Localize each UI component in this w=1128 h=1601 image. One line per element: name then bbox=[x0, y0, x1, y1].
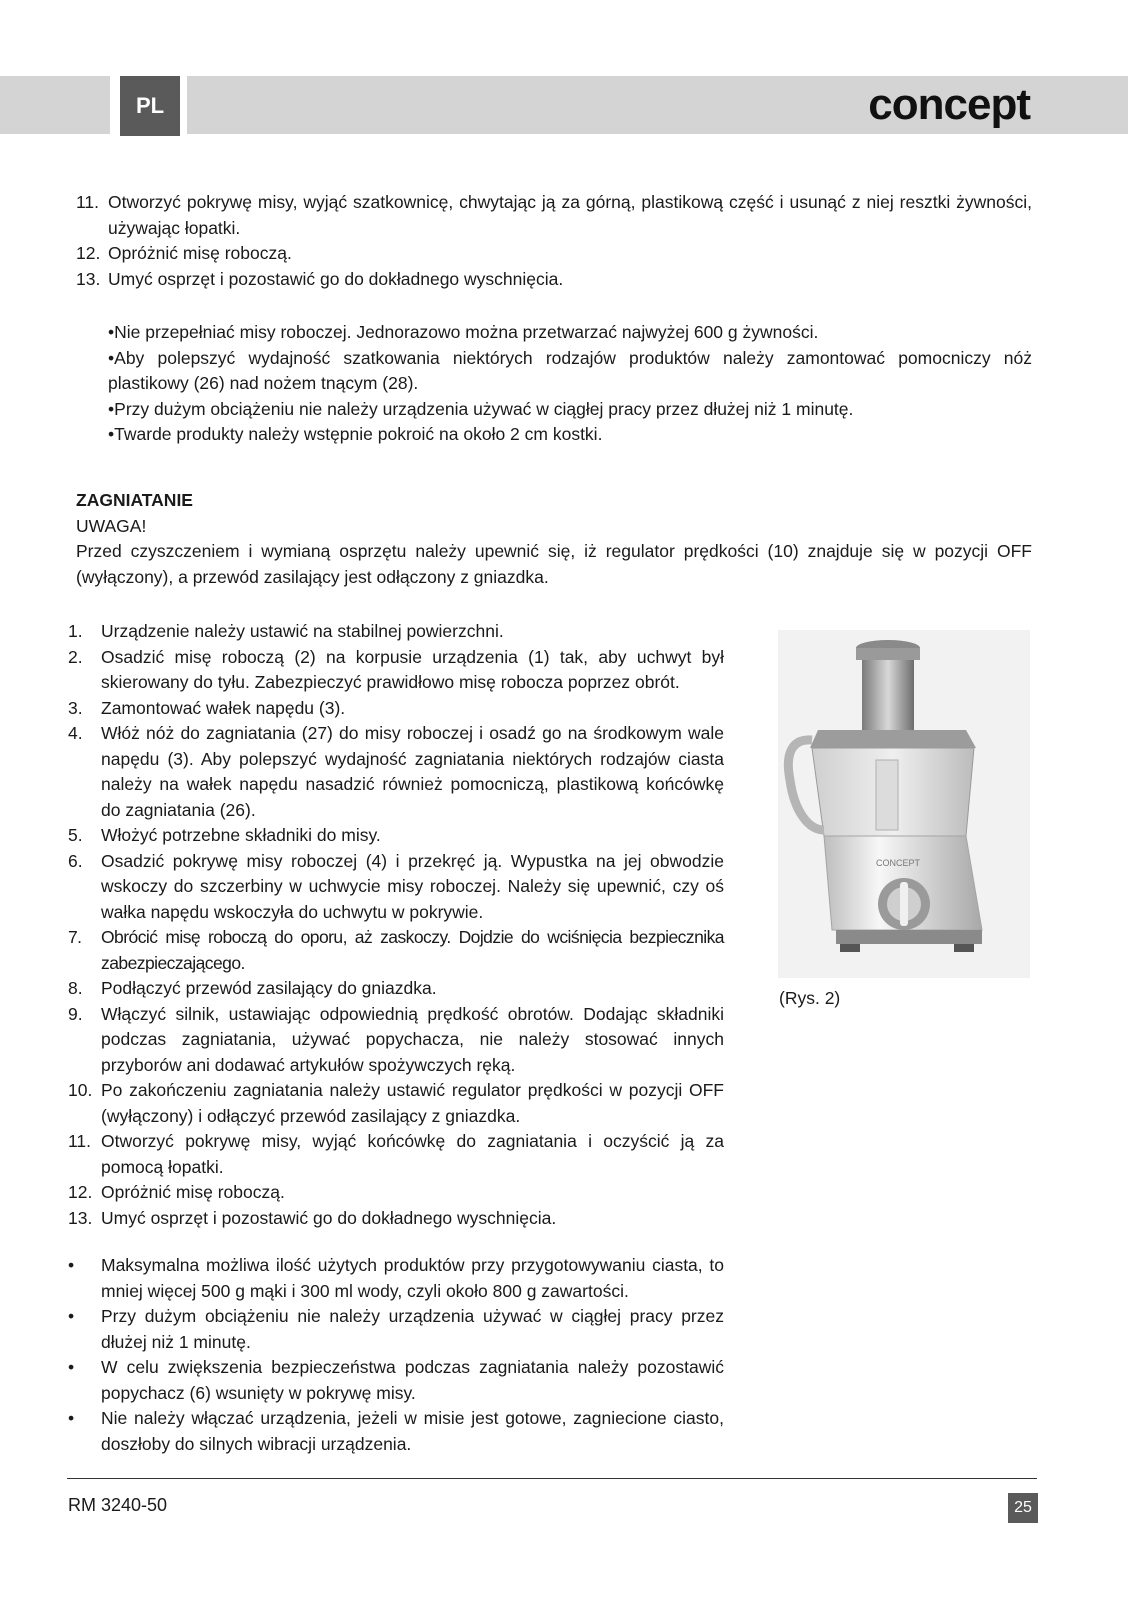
list-item: 11. Otworzyć pokrywę misy, wyjąć szatkownicę, chwytając ją za górną, plastikową część i usunąć z niej resztki żywności, używając łopatki. bbox=[76, 192, 1032, 238]
list-item: • Maksymalna możliwa ilość użytych produktów przy przygotowywaniu ciasta, to mniej więcej 500 g mąki i 300 ml wody, czyli około 800 g zawartości. bbox=[68, 1255, 724, 1301]
section-title: ZAGNIATANIE bbox=[76, 490, 193, 510]
list-item: • Przy dużym obciążeniu nie należy urządzenia używać w ciągłej pracy przez dłużej niż 1 minutę. bbox=[68, 1306, 724, 1352]
page-number: 25 bbox=[1008, 1493, 1038, 1523]
list-item: 6. Osadzić pokrywę misy roboczej (4) i przekręć ją. Wypustka na jej obwodzie wskoczy do szczerbiny w uchwycie misy roboczej. Należy się upewnić, czy oś wałka napędu wskoczyła do uchwytu w pokrywie. bbox=[68, 850, 724, 922]
kneading-steps-list bbox=[68, 619, 724, 1231]
list-item: •Nie przepełniać misy roboczej. Jednorazowo można przetwarzać najwyżej 600 g żywności. bbox=[108, 322, 819, 342]
warning-label: UWAGA! bbox=[76, 515, 147, 536]
list-item: 5. Włożyć potrzebne składniki do misy. bbox=[68, 825, 381, 845]
list-item: 12. Opróżnić misę roboczą. bbox=[76, 243, 292, 263]
list-item: •Przy dużym obciążeniu nie należy urządzenia używać w ciągłej pracy przez dłużej niż 1 minutę. bbox=[108, 398, 854, 419]
list-item: 8. Podłączyć przewód zasilający do gniazdka. bbox=[68, 978, 437, 998]
brand-logo: concept bbox=[868, 80, 1030, 129]
top-notes-list bbox=[76, 320, 1032, 448]
list-item: •Twarde produkty należy wstępnie pokroić na około 2 cm kostki. bbox=[108, 424, 603, 444]
list-item: 13. Umyć osprzęt i pozostawić go do dokładnego wyschnięcia. bbox=[76, 268, 564, 289]
kneading-notes-list bbox=[68, 1253, 724, 1457]
list-item: 9. Włączyć silnik, ustawiając odpowiednią prędkość obrotów. Dodając składniki podczas zagniatania, używać popychacza, nie należy stosować innych przyborów ani dodawać artykułów spożywczych ręką. bbox=[68, 1003, 724, 1075]
list-item: 2. Osadzić misę roboczą (2) na korpusie urządzenia (1) tak, aby uchwyt był skierowany do tyłu. Zabezpieczyć prawidłowo misę robocza poprzez obrót. bbox=[68, 646, 724, 692]
list-item: 10. Po zakończeniu zagniatania należy ustawić regulator prędkości w pozycji OFF (wyłączony) i odłączyć przewód zasilający z gniazdka. bbox=[68, 1080, 724, 1126]
list-item: •Aby polepszyć wydajność szatkowania niektórych rodzajów produktów należy zamontować pomocniczy nóż plastikowy (26) nad nożem tnącym (28). bbox=[108, 347, 1032, 393]
list-item: 13. Umyć osprzęt i pozostawić go do dokładnego wyschnięcia. bbox=[68, 1207, 557, 1228]
food-processor-image bbox=[778, 630, 1030, 978]
warning-text: Przed czyszczeniem i wymianą osprzętu należy upewnić się, iż regulator prędkości (10) znajduje się w pozycji OFF (wyłączony), a przewód zasilający jest odłączony z gniazdka. bbox=[76, 541, 1032, 587]
list-item: 7. Obrócić misę roboczą do oporu, aż zaskoczy. Dojdzie do wciśnięcia bezpiecznika zabezpieczającego. bbox=[68, 927, 724, 973]
list-item: 4. Włóż nóż do zagniatania (27) do misy roboczej i osadź go na środkowym wale napędu (3). Aby polepszyć wydajność zagniatania niektórych rodzajów ciasta należy na wałek napędu nasadzić również pomocniczą, plastikową końcówkę do zagniatania (26). bbox=[68, 723, 724, 820]
language-badge: PL bbox=[120, 76, 180, 136]
top-steps-list bbox=[76, 190, 1032, 292]
footer-divider bbox=[67, 1478, 1037, 1479]
list-item: 3. Zamontować wałek napędu (3). bbox=[68, 697, 346, 718]
figure-caption: (Rys. 2) bbox=[779, 988, 841, 1008]
header-divider bbox=[180, 76, 187, 134]
list-item: • W celu zwiększenia bezpieczeństwa podczas zagniatania należy pozostawić popychacz (6) wsunięty w pokrywę misy. bbox=[68, 1357, 724, 1403]
section-kneading bbox=[76, 488, 1032, 590]
list-item: • Nie należy włączać urządzenia, jeżeli w misie jest gotowe, zagniecione ciasto, doszłoby do silnych wibracji urządzenia. bbox=[68, 1408, 724, 1454]
device-brand-label: CONCEPT bbox=[875, 858, 921, 868]
list-item: 12. Opróżnić misę roboczą. bbox=[68, 1182, 285, 1202]
list-item: 11. Otworzyć pokrywę misy, wyjąć końcówkę do zagniatania i oczyścić ją za pomocą łopatki. bbox=[68, 1131, 724, 1177]
food-processor-illustration bbox=[778, 630, 1030, 978]
model-number: RM 3240-50 bbox=[68, 1495, 168, 1515]
list-item: 1. Urządzenie należy ustawić na stabilnej powierzchni. bbox=[68, 621, 504, 641]
header-divider bbox=[110, 76, 120, 134]
